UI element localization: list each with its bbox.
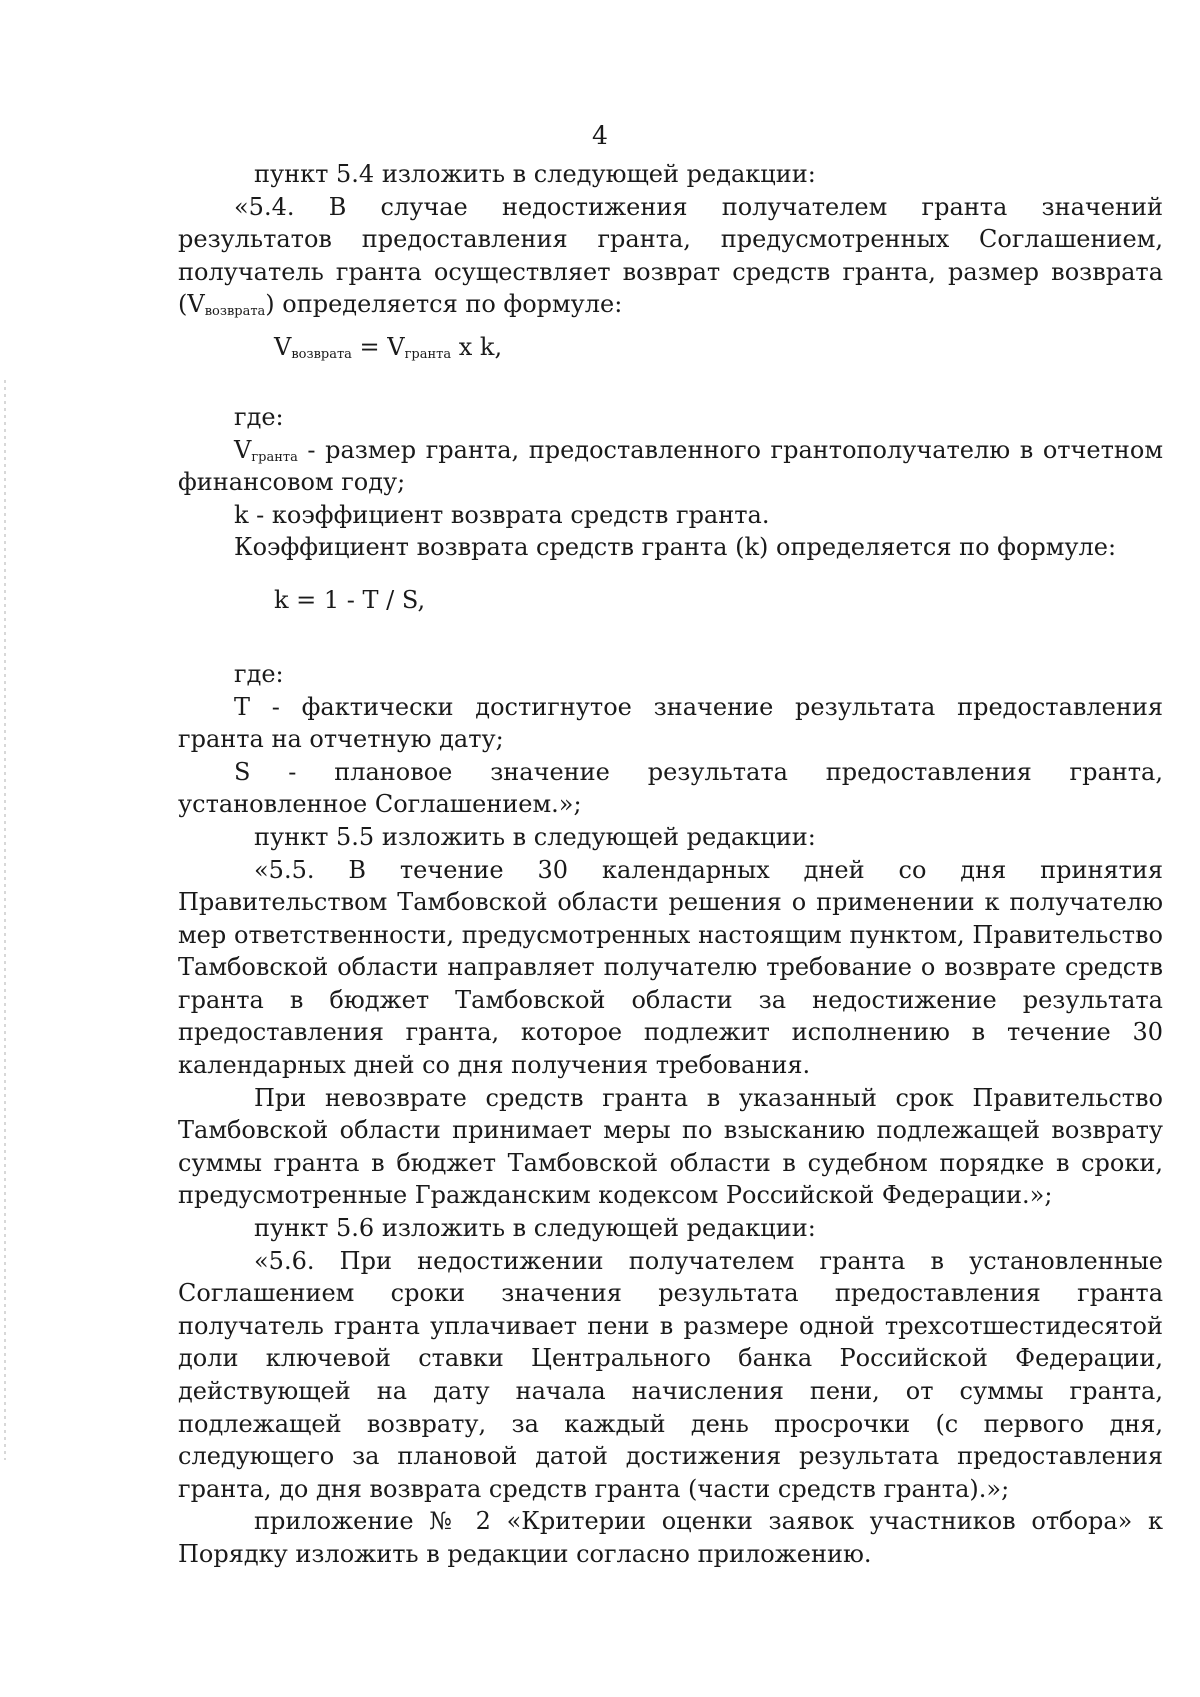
paragraph-non-return: При невозврате средств гранта в указанный срок Правительство Тамбовской области принимает меры по взысканию подлежащей возврату суммы гранта в бюджет Тамбовской области в судебном порядке в сроки, предусмотренные Гражданским кодексом Российской Федерации.»; [178, 1083, 1163, 1210]
where-label-2: где: [234, 659, 284, 688]
paragraph-point-5-4-intro: пункт 5.4 изложить в следующей редакции: [254, 160, 816, 188]
def-sub-granta: гранта [251, 449, 298, 465]
scan-edge-artifact [4, 380, 6, 1460]
definition-t: T - фактически достигнутое значение результата предоставления гранта на отчетную дату; [178, 692, 1163, 754]
formula-sub-vozvrata: возврата [291, 346, 352, 362]
spacer [178, 624, 1163, 658]
paragraph-point-5-5-intro: пункт 5.5 изложить в следующей редакции: [254, 822, 816, 851]
spacer [178, 371, 1163, 401]
paragraph-5-4-text-a: «5.4. В случае недостижения получателем гранта значений результатов предоставления гранта, предусмотренных Соглашением, получатель гранта осуществляет возврат средств гранта, размер возврата (V [178, 192, 1163, 319]
paragraph-5-4 [178, 191, 1163, 321]
definition-k: k - коэффициент возврата средств гранта. [234, 500, 770, 529]
formula-v-vozvrata [178, 321, 1163, 371]
document-body [178, 158, 1163, 1571]
definition-s: S - плановое значение результата предоставления гранта, установленное Соглашением.»; [178, 757, 1163, 819]
formula-times-k: x k, [451, 332, 503, 361]
page-number: 4 [592, 121, 608, 150]
paragraph-5-5: «5.5. В течение 30 календарных дней со дня принятия Правительством Тамбовской области решения о применении к получателю мер ответственности, предусмотренных настоящим пунктом, Правительство Тамбовской области направляет получателю требование о возврате средств гранта в бюджет Тамбовской области за недостижение результата предоставления гранта, которое подлежит исполнению в течение 30 календарных дней со дня получения требования. [178, 855, 1163, 1080]
definition-v-granta [178, 434, 1163, 499]
paragraph-point-5-6-intro: пункт 5.6 изложить в следующей редакции: [254, 1214, 816, 1243]
def-v-granta-text: - размер гранта, предоставленного грантополучателю в отчетном финансовом году; [178, 435, 1163, 497]
paragraph-5-4-text-b: ) определяется по формуле: [265, 290, 623, 319]
formula-v: V [274, 332, 292, 361]
formula-equals-v: = V [351, 332, 405, 361]
formula-k: k = 1 - T / S, [274, 585, 426, 614]
formula-sub-granta: гранта [404, 346, 452, 362]
paragraph-appendix-2: приложение № 2 «Критерии оценки заявок участников отбора» к Порядку изложить в редакции согласно приложению. [178, 1507, 1163, 1568]
paragraph-k-formula-intro: Коэффициент возврата средств гранта (k) определяется по формуле: [234, 533, 1117, 562]
def-v: V [234, 435, 252, 464]
subscript-vozvrata: возврата [204, 304, 266, 320]
paragraph-5-6: «5.6. При недостижении получателем гранта в установленные Соглашением сроки значения результата предоставления гранта получатель гранта уплачивает пени в размере одной трехсотшестидесятой доли ключевой ставки Центрального банка Российской Федерации, действующей на дату начала начисления пени, от суммы гранта, подлежащей возврату, за каждый день просрочки (с первого дня, следующего за плановой датой достижения результата предоставления гранта, до дня возврата средств гранта (части средств гранта).»; [178, 1246, 1163, 1503]
where-label-1: где: [234, 402, 284, 431]
